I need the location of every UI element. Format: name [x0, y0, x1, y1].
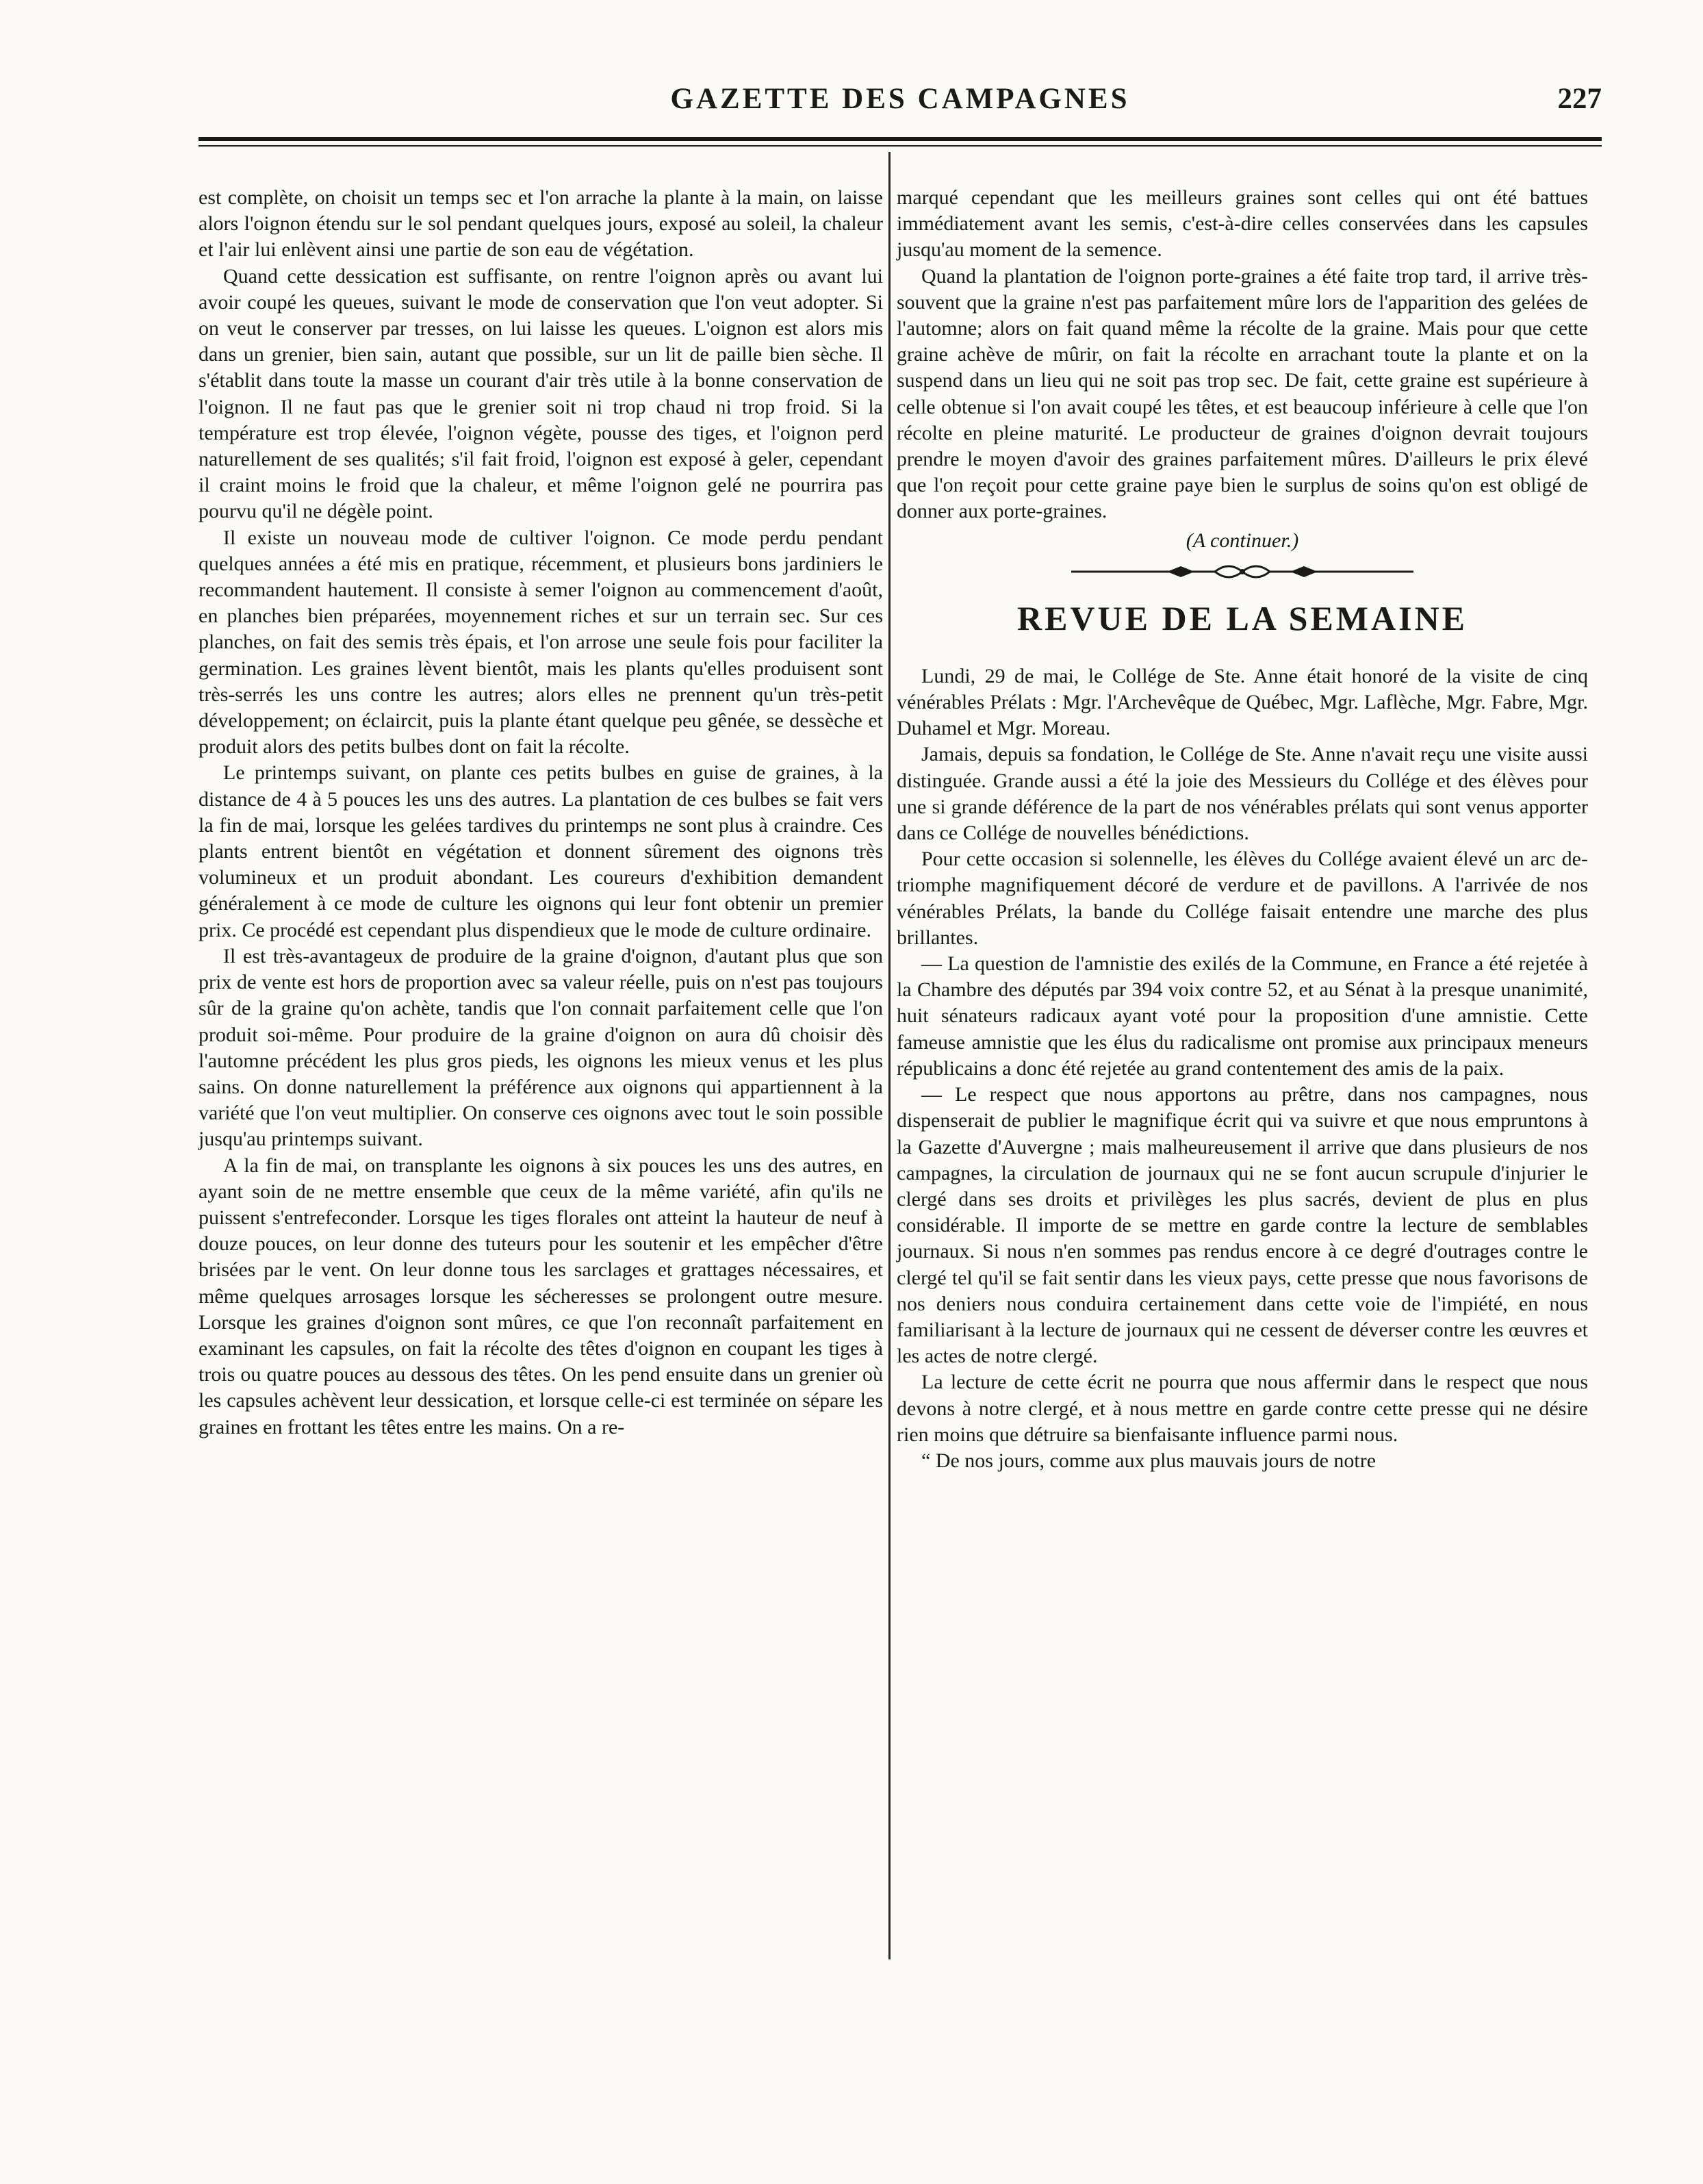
paragraph: Quand la plantation de l'oignon porte-graines a été faite trop tard, il arrive très-souvent que la graine n'est pas parfaitement mûre lors de l'apparition des gelées de l'automne; alors on fait quand même la récolte de la graine. Mais pour que cette graine achève de mûrir, on fait la récolte en arrachant toute la plante et on la suspend dans un lieu qui ne soit pas trop sec. De fait, cette graine est supérieure à celle obtenue si l'on avait coupé les têtes, et est beaucoup inférieure à celle que l'on récolte en pleine maturité. Le producteur de graines d'oignon devrait toujours prendre le moyen d'avoir des graines parfaitement mûres. D'ailleurs le prix élevé que l'on reçoit pour cette graine paye bien le surplus de soins qu'on est obligé de donner aux porte-graines.	[897, 264, 1588, 523]
paragraph: “ De nos jours, comme aux plus mauvais jours de notre	[921, 1449, 1377, 1472]
paragraph: Lundi, 29 de mai, le Collége de Ste. Anne était honoré de la visite de cinq vénérables Prélats : Mgr. l'Archevêque de Québec, Mgr. Laflèche, Mgr. Fabre, Mgr. Duhamel et Mgr. Moreau.	[897, 664, 1588, 740]
to-be-continued-note: (A continuer.)	[1186, 529, 1299, 552]
paragraph: Jamais, depuis sa fondation, le Collége de Ste. Anne n'avait reçu une visite aussi distinguée. Grande aussi a été la joie des Messieurs du Collége et des élèves pour une si grande déférence de la part de nos vénérables prélats qui sont venus apporter dans ce Collége de nouvelles bénédictions.	[897, 743, 1588, 845]
paragraph: est complète, on choisit un temps sec et l'on arrache la plante à la main, on laisse alors l'oignon étendu sur le sol pendant quelques jours, exposé au soleil, la chaleur et l'air lui enlèvent ainsi une partie de son eau de végétation.	[199, 186, 883, 262]
section-title: REVUE DE LA SEMAINE	[1016, 598, 1468, 637]
paragraph: La lecture de cette écrit ne pourra que nous affermir dans le respect que nous devons à notre clergé, et à nous mettre en garde contre cette presse qui ne désire rien moins que détruire sa bienfaisante influence parmi nous.	[897, 1371, 1588, 1446]
left-column	[199, 185, 883, 1440]
paragraph: marqué cependant que les meilleurs graines sont celles qui ont été battues immédiatement avant les semis, c'est-à-dire celles conservées dans les capsules jusqu'au moment de la semence.	[897, 186, 1588, 262]
page-number: 227	[1557, 83, 1602, 115]
paragraph: Pour cette occasion si solennelle, les élèves du Collége avaient élevé un arc de-triomphe magnifiquement décoré de verdure et de pavillons. A l'arrivée de nos vénérables Prélats, la bande du Collége faisait entendre une marche des plus brillantes.	[897, 848, 1588, 949]
paragraph: A la fin de mai, on transplante les oignons à six pouces les uns des autres, en ayant soin de ne mettre ensemble que ceux de la même variété, afin qu'ils ne puissent s'entrefeconder. Lorsque les tiges florales ont atteint la hauteur de neuf à douze pouces, on leur donne des tuteurs pour les soutenir et les empêcher d'être brisées par le vent. On leur donne tous les sarclages et grattages nécessaires, et même quelques arrosages lorsque les sécheresses se prolongent outre mesure. Lorsque les graines d'oignon sont mûres, ce que l'on reconnaît parfaitement en examinant les capsules, on fait la récolte des têtes d'oignon en coupant les tiges à trois ou quatre pouces au dessous des têtes. On les pend ensuite dans un grenier où les capsules achèvent leur dessication, et lorsque celle-ci est terminée on sépare les graines en frottant les têtes entre les mains. On a re-	[199, 1154, 883, 1438]
paragraph: Il existe un nouveau mode de cultiver l'oignon. Ce mode perdu pendant quelques années a été mis en pratique, récemment, et plusieurs bons jardiniers le recommandent hautement. Il consiste à semer l'oignon au commencement d'août, en planches bien préparées, moyennement riches et sur un terrain sec. Sur ces planches, on fait des semis très épais, et l'on arrose une seule fois pour faciliter la germination. Les graines lèvent bientôt, mais les plants qu'elles produisent sont très-serrés les uns contre les autres; alors elles ne prennent qu'un très-petit développement; on éclaircit, puis la plante étant quelque peu gênée, se dessèche et produit alors des petits bulbes dont on fait la récolte.	[199, 526, 883, 759]
right-column	[897, 185, 1588, 1474]
column-divider	[888, 152, 891, 1959]
paragraph: Le printemps suivant, on plante ces petits bulbes en guise de graines, à la distance de 4 à 5 pouces les uns des autres. La plantation de ces bulbes se fait vers la fin de mai, lorsque les gelées tardives du printemps ne sont plus à craindre. Ces plants entrent bientôt en végétation et donnent sûrement des oignons très volumineux et un produit abondant. Les coureurs d'exhibition demandent généralement à ce mode de culture les oignons qui leur font obtenir un premier prix. Ce procédé est cependant plus dispendieux que le mode de culture ordinaire.	[199, 761, 883, 941]
paragraph: Quand cette dessication est suffisante, on rentre l'oignon après ou avant lui avoir coupé les queues, suivant le mode de conservation que l'on veut adopter. Si on veut le conserver par tresses, on lui laisse les queues. L'oignon est alors mis dans un grenier, bien sain, autant que possible, sur un lit de paille bien sèche. Il s'établit dans toute la masse un courant d'air très utile à la bonne conservation de l'oignon. Il ne faut pas que le grenier soit ni trop chaud ni trop froid. Si la température est trop élevée, l'oignon végète, pousse des tiges, et l'oignon perd naturellement de ses qualités; s'il fait froid, l'oignon est exposé à geler, cependant il craint moins le froid que la chaleur, et même l'oignon gelé ne pourrira pas pourvu qu'il ne dégèle point.	[199, 264, 883, 523]
paragraph: — La question de l'amnistie des exilés de la Commune, en France a été rejetée à la Chambre des députés par 394 voix contre 52, et au Sénat à la presque unanimité, huit sénateurs radicaux ayant voté pour la proposition d'une amnistie. Cette fameuse amnistie que les élus du radicalisme ont promise aux principaux meneurs républicains a donc été rejetée au grand contentement des amis de la paix.	[897, 952, 1588, 1080]
header-rule-thick	[199, 137, 1602, 141]
page-header	[199, 82, 1602, 123]
paragraph: Il est très-avantageux de produire de la graine d'oignon, d'autant plus que son prix de vente est hors de proportion avec sa valeur réelle, puis on n'est pas toujours sûr de la graine qu'on achète, tandis que l'on connait parfaitement celle que l'on produit soi-même. Pour produire de la graine d'oignon on aura dû choisir dès l'automne précédent les plus gros pieds, les oignons les mieux venus et les plus sains. On donne naturellement la préférence aux oignons qui appartiennent à la variété que l'on veut multiplier. On conserve ces oignons avec tout le soin possible jusqu'au printemps suivant.	[199, 944, 883, 1151]
ornament-divider-icon	[1064, 558, 1420, 585]
paragraph: — Le respect que nous apportons au prêtre, dans nos campagnes, nous dispenserait de publier le magnifique écrit qui va suivre et que nous empruntons à la Gazette d'Auvergne ; mais malheureusement il arrive que dans plusieurs de nos campagnes, la circulation de journaux qui ne se font aucun scrupule d'injurier le clergé dans ses droits et privilèges les plus sacrés, devient de plus en plus considérable. Il importe de se mettre en garde contre la lecture de semblables journaux. Si nous n'en sommes pas rendus encore à ce degré d'outrages contre le clergé tel qu'il se fait sentir dans les vieux pays, cette presse que nous favorisons de nos deniers nous conduira certainement dans cette voie de l'impiété, en nous familiarisant à la lecture de journaux qui ne cessent de déverser contre les œuvres et les actes de notre clergé.	[897, 1083, 1588, 1368]
header-rule-thin	[199, 145, 1602, 147]
masthead-title: GAZETTE DES CAMPAGNES	[670, 83, 1130, 115]
